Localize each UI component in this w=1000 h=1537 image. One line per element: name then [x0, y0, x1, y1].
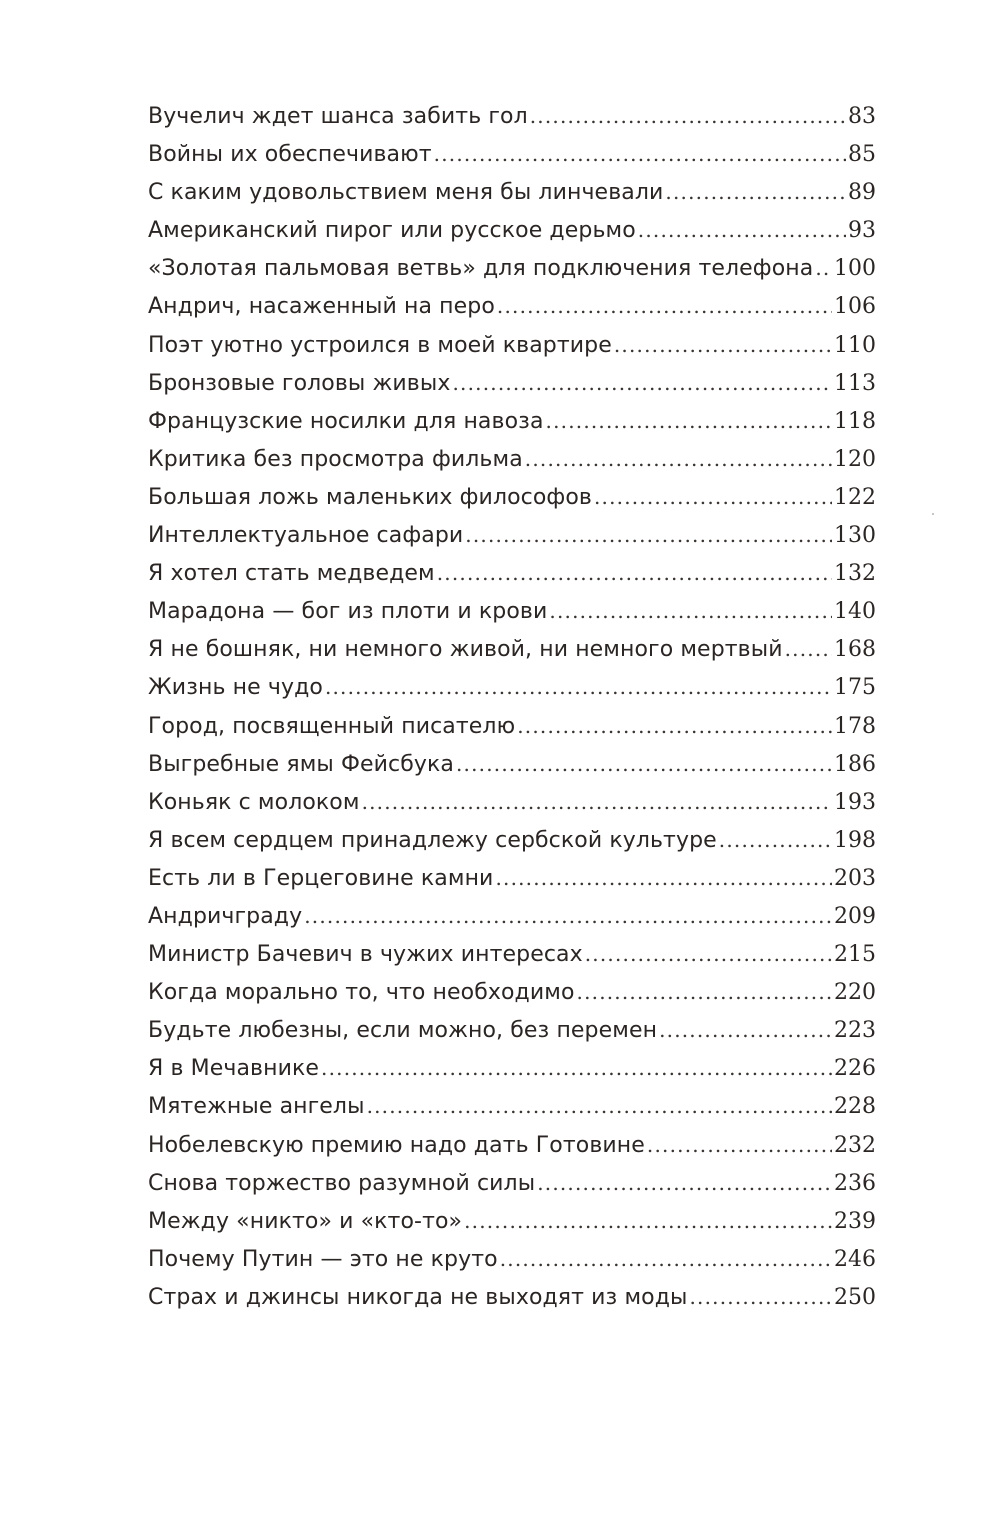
toc-entry-page: 228	[834, 1094, 876, 1120]
toc-entry-page: 168	[834, 637, 876, 663]
toc-entry-title: Снова торжество разумной силы	[148, 1170, 536, 1196]
toc-entry-title: Французские носилки для навоза	[148, 408, 544, 434]
toc-entry-title: Будьте любезны, если можно, без перемен	[148, 1018, 658, 1044]
dot-leader	[525, 440, 832, 478]
toc-entry-title: Я не бошняк, ни немного живой, ни немного мертвый	[148, 637, 783, 663]
toc-entry-page: 132	[834, 561, 876, 587]
toc-entry-page: 232	[834, 1132, 876, 1158]
dot-leader	[325, 668, 832, 706]
toc-entry-page: 209	[834, 903, 876, 929]
dot-leader	[437, 554, 832, 592]
toc-entry	[148, 821, 876, 859]
toc-entry-page: 203	[834, 865, 876, 891]
toc-entry	[148, 440, 876, 478]
dot-leader	[585, 935, 832, 973]
toc-entry	[148, 135, 876, 173]
toc-entry-page: 130	[834, 523, 876, 549]
toc-entry-page: 118	[834, 408, 876, 434]
toc-entry	[148, 1164, 876, 1202]
toc-entry-page: 236	[834, 1170, 876, 1196]
toc-entry-title: Большая ложь маленьких философов	[148, 484, 592, 510]
toc-entry	[148, 707, 876, 745]
dot-leader	[638, 211, 846, 249]
toc-entry	[148, 897, 876, 935]
dot-leader	[362, 783, 832, 821]
toc-entry	[148, 745, 876, 783]
toc-entry-title: Поэт уютно устроился в моей квартире	[148, 332, 612, 358]
toc-entry	[148, 1087, 876, 1125]
toc-entry	[148, 326, 876, 364]
dot-leader	[815, 249, 832, 287]
dot-leader	[452, 364, 832, 402]
dot-leader	[304, 897, 832, 935]
toc-entry-title: Марадона — бог из плоти и крови	[148, 599, 548, 625]
toc-entry-title: Войны их обеспечивают	[148, 142, 432, 168]
toc-entry-title: Страх и джинсы никогда не выходят из моды	[148, 1284, 688, 1310]
dot-leader	[497, 287, 832, 325]
toc-entry	[148, 783, 876, 821]
toc-entry-page: 223	[834, 1018, 876, 1044]
toc-entry-title: Между «никто» и «кто-то»	[148, 1208, 463, 1234]
dot-leader	[537, 1164, 832, 1202]
dot-leader	[665, 173, 846, 211]
dot-leader	[785, 630, 832, 668]
toc-entry-title: Министр Бачевич в чужих интересах	[148, 942, 583, 968]
toc-entry	[148, 173, 876, 211]
toc-entry-page: 250	[834, 1284, 876, 1310]
paper-speck	[932, 513, 934, 515]
dot-leader	[495, 859, 832, 897]
dot-leader	[465, 516, 832, 554]
toc-entry-page: 226	[834, 1056, 876, 1082]
toc-entry-title: Нобелевскую премию надо дать Готовине	[148, 1132, 645, 1158]
toc-entry-page: 110	[834, 332, 876, 358]
dot-leader	[500, 1240, 832, 1278]
toc-entry-page: 120	[834, 446, 876, 472]
toc-entry-page: 100	[834, 256, 876, 282]
toc-entry-title: Бронзовые головы живых	[148, 370, 451, 396]
toc-entry-title: Андричграду	[148, 903, 303, 929]
dot-leader	[719, 821, 832, 859]
toc-entry	[148, 630, 876, 668]
dot-leader	[434, 135, 846, 173]
toc-entry-page: 193	[834, 789, 876, 815]
toc-entry-title: Я всем сердцем принадлежу сербской культуре	[148, 827, 717, 853]
dot-leader	[456, 745, 832, 783]
toc-entry-title: Я в Мечавнике	[148, 1056, 320, 1082]
dot-leader	[464, 1202, 832, 1240]
dot-leader	[517, 707, 832, 745]
toc-entry	[148, 592, 876, 630]
toc-entry	[148, 1011, 876, 1049]
toc-entry	[148, 97, 876, 135]
toc-entry	[148, 249, 876, 287]
toc-entry-title: Коньяк с молоком	[148, 789, 360, 815]
toc-entry-title: Жизнь не чудо	[148, 675, 323, 701]
dot-leader	[659, 1011, 832, 1049]
toc-entry-title: Я хотел стать медведем	[148, 561, 435, 587]
dot-leader	[530, 97, 846, 135]
dot-leader	[577, 973, 832, 1011]
toc-entry-page: 113	[834, 370, 876, 396]
toc-entry-title: Есть ли в Герцеговине камни	[148, 865, 494, 891]
toc-entry-title: Выгребные ямы Фейсбука	[148, 751, 454, 777]
toc-entry-title: С каким удовольствием меня бы линчевали	[148, 180, 664, 206]
toc-entry-title: «Золотая пальмовая ветвь» для подключения телефона	[148, 256, 814, 282]
toc-entry	[148, 1240, 876, 1278]
dot-leader	[647, 1126, 832, 1164]
toc-entry-page: 246	[834, 1246, 876, 1272]
toc-entry-title: Андрич, насаженный на перо	[148, 294, 495, 320]
dot-leader	[546, 402, 832, 440]
toc-entry-title: Интеллектуальное сафари	[148, 523, 464, 549]
toc-entry-page: 239	[834, 1208, 876, 1234]
toc-entry-page: 220	[834, 980, 876, 1006]
toc-entry-page: 122	[834, 484, 876, 510]
toc-entry-page: 140	[834, 599, 876, 625]
toc-entry-title: Вучелич ждет шанса забить гол	[148, 104, 528, 129]
toc-entry-page: 93	[848, 218, 876, 244]
toc-entry	[148, 668, 876, 706]
toc-entry	[148, 287, 876, 325]
toc-entry-page: 178	[834, 713, 876, 739]
toc-entry	[148, 402, 876, 440]
toc-entry	[148, 554, 876, 592]
toc-entry-title: Почему Путин — это не круто	[148, 1246, 498, 1272]
toc-entry-page: 186	[834, 751, 876, 777]
toc-entry-title: Когда морально то, что необходимо	[148, 980, 575, 1006]
toc-entry	[148, 973, 876, 1011]
toc-entry-title: Американский пирог или русское дерьмо	[148, 218, 636, 244]
dot-leader	[321, 1049, 832, 1087]
dot-leader	[594, 478, 832, 516]
toc-entry	[148, 935, 876, 973]
toc-entry-page: 83	[848, 104, 876, 129]
toc-entry-page: 106	[834, 294, 876, 320]
toc-entry-page: 85	[848, 142, 876, 168]
dot-leader	[367, 1087, 832, 1125]
toc-entry	[148, 478, 876, 516]
toc-entry	[148, 211, 876, 249]
toc-entry-page: 89	[848, 180, 876, 206]
toc-entry	[148, 859, 876, 897]
toc-entry-title: Город, посвященный писателю	[148, 713, 516, 739]
toc-entry	[148, 1202, 876, 1240]
toc-entry	[148, 1126, 876, 1164]
toc-entry	[148, 364, 876, 402]
toc-entry-page: 215	[834, 942, 876, 968]
dot-leader	[549, 592, 832, 630]
toc-entry-page: 198	[834, 827, 876, 853]
dot-leader	[689, 1278, 832, 1316]
toc-entry-page: 175	[834, 675, 876, 701]
toc-entry	[148, 516, 876, 554]
toc-entry-title: Мятежные ангелы	[148, 1094, 365, 1120]
toc-entry-title: Критика без просмотра фильма	[148, 446, 523, 472]
dot-leader	[614, 326, 832, 364]
toc-entry	[148, 1278, 876, 1316]
toc-entry	[148, 1049, 876, 1087]
table-of-contents	[148, 97, 876, 1316]
